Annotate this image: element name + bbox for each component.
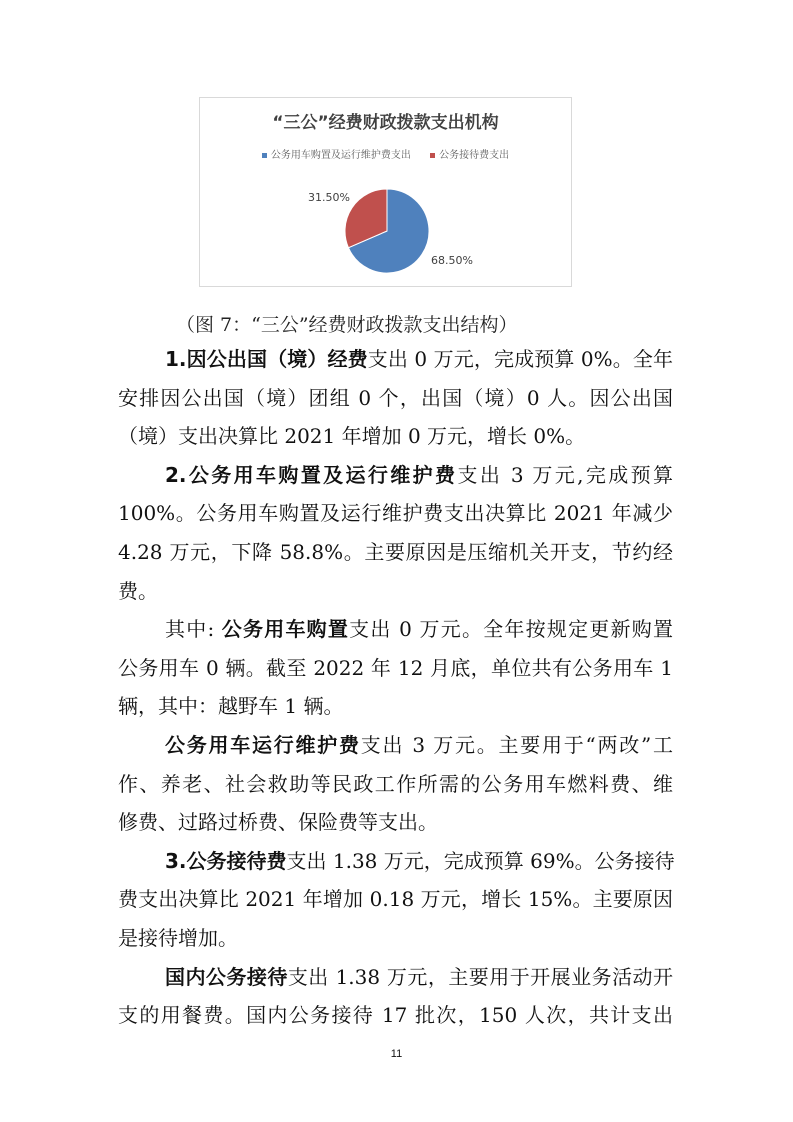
text-span: 费支出决算比 2021 年增加 0.18 万元，增长 15%。主要原因 — [118, 887, 673, 912]
text-span: （境）支出决算比 2021 年增加 0 万元，增长 0%。 — [118, 424, 586, 449]
text-span: 辆，其中：越野车 1 辆。 — [118, 694, 344, 719]
text-line — [165, 965, 673, 989]
text-line — [118, 579, 673, 603]
bold-heading: 国内公务接待 — [165, 964, 288, 989]
text-line — [118, 501, 673, 525]
text-line — [165, 733, 673, 757]
text-span: 支出 0 万元。全年按规定更新购置 — [349, 617, 673, 642]
text-line — [165, 463, 673, 487]
text-line — [118, 694, 673, 718]
data-label: 31.50% — [308, 191, 350, 204]
text-span: 100%。公务用车购置及运行维护费支出决算比 2021 年减少 — [118, 501, 673, 526]
bold-heading: 公务用车购置 — [221, 617, 350, 642]
text-span: 其中: — [165, 617, 222, 642]
text-span: 支出 3 万元。主要用于“两改”工 — [360, 733, 674, 757]
text-line — [118, 810, 673, 834]
bold-heading: 1.因公出国（境）经费 — [165, 347, 368, 371]
text-line — [118, 540, 673, 564]
text-span: 作、养老、社会救助等民政工作所需的公务用车燃料费、维 — [118, 771, 673, 796]
legend-label: 公务接待费支出 — [439, 150, 510, 161]
chart-title: “三公”经费财政拨款支出机构 — [272, 113, 499, 133]
text-span: 公务用车 0 辆。截至 2022 年 12 月底，单位共有公务用车 1 — [118, 655, 673, 680]
text-line — [118, 656, 673, 680]
text-span: 是接待增加。 — [118, 926, 238, 950]
text-line — [165, 617, 673, 641]
text-line — [118, 887, 673, 911]
text-line — [118, 772, 673, 796]
text-span: 修费、过路过桥费、保险费等支出。 — [118, 810, 438, 835]
legend-label: 公务用车购置及运行维护费支出 — [270, 150, 411, 161]
pie-chart — [199, 97, 572, 287]
figure-caption: （图 7：“三公”经费财政拨款支出结构） — [176, 314, 518, 336]
text-span: 支出 1.38 万元，完成预算 69%。公务接待 — [286, 848, 675, 873]
text-line — [118, 386, 673, 410]
bold-heading: 2.公务用车购置及运行维护费 — [165, 462, 458, 487]
bold-heading: 公务用车运行维护费 — [165, 733, 361, 757]
text-line — [165, 849, 673, 873]
text-span: 4.28 万元，下降 58.8%。主要原因是压缩机关开支，节约经 — [118, 540, 673, 564]
bold-heading: 3.公务接待费 — [165, 848, 287, 873]
text-span: 支的用餐费。国内公务接待 17 批次，150 人次，共计支出 — [118, 1003, 673, 1028]
pie-svg — [200, 98, 573, 288]
text-span: 费。 — [118, 578, 158, 603]
text-span: 安排因公出国（境）团组 0 个，出国（境）0 人。因公出国 — [118, 385, 673, 410]
page-number: 11 — [390, 1048, 403, 1060]
text-span: 支出 1.38 万元，主要用于开展业务活动开 — [287, 964, 674, 989]
text-line — [118, 424, 673, 448]
text-span: 支出 0 万元，完成预算 0%。全年 — [367, 347, 674, 371]
text-line — [118, 926, 673, 950]
data-label: 68.50% — [431, 254, 473, 267]
text-line — [118, 1003, 673, 1027]
text-span: 支出 3 万元,完成预算 — [457, 462, 674, 487]
text-line — [165, 347, 673, 371]
